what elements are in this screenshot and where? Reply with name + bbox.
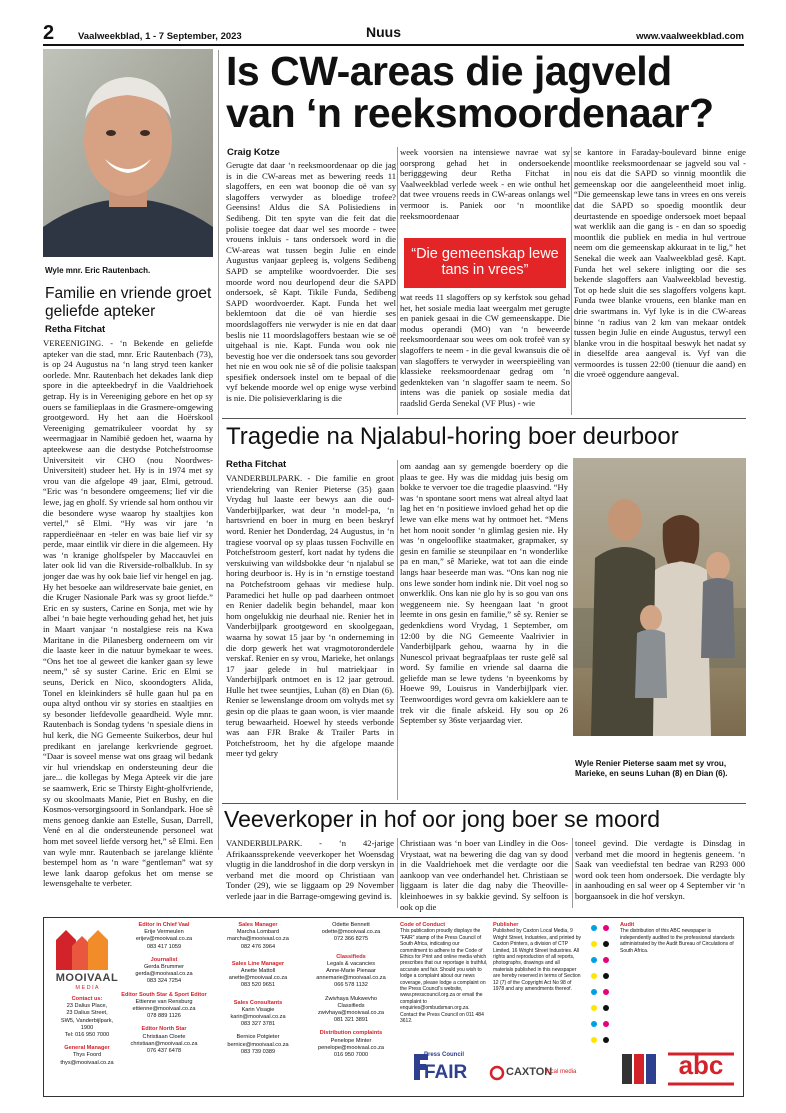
staff-line: Christiaan Cloete xyxy=(142,1033,186,1040)
caxton-label: CAXTON xyxy=(506,1066,553,1078)
tragedy-bottom-rule xyxy=(222,803,746,804)
livestock-headline: Veeverkoper in hof oor jong boer se moord xyxy=(224,806,660,832)
main-col3: se kantore in Faraday-boulevard binne enige moontlike reeksmoordenaar se jagveld sou val - nou eis dat die SAPD so vinnig moontlik die gemeenskap oor die aangeleentheid moet inlig. “Die gemeenskap lewe tans in vrees en ons vereis dat die SAPD so spoedig moontlik deur deurtastende en spoedige ondersoek moet bepaal wat werklik aan die gang is - en dan so spoedig moontlik die publiek en media in hul vertroue neem om die gemeenskap akkuraat in te lig,” het Senekal die week aan Vaalweekblad gesê. Kapt. Funda het wel sekere inligting oor die ses bekende slagoffers aan Vaalweekblad bevestig. Tot op hede sluit die ses slagoffers volgens kapt. Funda twee blanke vrouens, een blanke man en drie swartmans in. Vyf lyke is in die CW-areas binne ‘n radius van 2 km van mekaar ontdek tussen begin Julie en einde Augustus, terwyl een blanke vrou in die hospitaal beswyk het nadat sy in dieselfde area aangeval is. Vyf van die vermoordes is tussen 22:00 (tienuur die aand) en die vroeë oggendure aangeval. xyxy=(574,147,746,380)
colour-registration-marks xyxy=(588,922,614,1052)
staff-line: ettienne@mooivaal.co.za xyxy=(132,1006,196,1013)
tragedy-col1: VANDERBIJLPARK. - Die familie en groot vriendekring van Renier Pieterse (35) gaan Vrydag hul laaste eer bewys aan die oud-Vanderbijlparker, wat deur ‘n model-pa, ‘n hartsvriend en boer in murg en been beskryf word. Renier het Donderdag, 24 Augustus, in ‘n tragiese voorval op sy plaas tussen Fochville en Potchefstroom gesterf, kort nadat hy tydens die verskuiwing van wildsbokke deur ‘n njalabul se horing deurboor is. Hy is in ‘n ernstige toestand na Potchefstroom gehaas vir mediese hulp. Paramedici het hulle op pad daarheen ontmoet en Renier dadelik begin behandel, maar kon hom ongelukkig nie deurhaal nie. Renier het in Vanderbijlpark grootgeword en skoolgegaan, waarna hy sowat 15 jaar by ‘n onderneming in die dorp gewerk het wat vragmotoronderdele verskaf. Renier en sy vrou, Marieke, het onlangs 17 jaar gelede in hul matriekjaar in Vanderbijlpark ontmoet en is 12 jaar getroud. Hulle het twee seuntjies, Luhan (8) en Dian (6). Renier se lewenslange droom om voltyds met sy gesin op die plaas te gaan woon, is vier maande terug bewaarheid. Hoewel hy steeds verbonde was aan FJR Brake & Trailer Parts in Potchefstroom, het hy die afgelope maande meer tyd gekry xyxy=(226,473,394,759)
audit-block xyxy=(620,922,738,954)
staff-line: Zwivhaya Mukwevho xyxy=(325,995,377,1002)
staff-line: christiaan@mooivaal.co.za xyxy=(130,1040,198,1047)
logo-name: MOOIVAAL xyxy=(55,972,119,984)
livestock-divider-2 xyxy=(572,838,573,908)
staff-line: 083 324 7254 xyxy=(146,978,182,985)
staff-column-1 xyxy=(118,922,210,1058)
tragedy-top-rule xyxy=(222,418,746,419)
gm-title: General Manager xyxy=(64,1045,110,1052)
staff-line: Penelope Minter xyxy=(330,1037,372,1044)
staff-line: 082 476 3964 xyxy=(240,943,276,950)
tragedy-headline: Tragedie na Njalabul-horing boer deurboor xyxy=(226,423,679,450)
caxton-logo-mark xyxy=(490,1066,504,1080)
staff-line: 078 889 1126 xyxy=(147,1013,181,1020)
main-divider-2 xyxy=(571,147,572,415)
staff-line: Ettienne van Rensburg xyxy=(135,998,193,1005)
staff-title: Sales Manager xyxy=(238,922,278,928)
main-byline: Craig Kotze xyxy=(227,147,280,158)
staff-title: Classifieds xyxy=(336,953,366,960)
staff-line: marcha@mooivaal.co.za xyxy=(227,936,289,943)
staff-line: 081 321 3891 xyxy=(333,1017,369,1024)
staff-line: 083 417 1059 xyxy=(146,943,182,950)
eric-photo-caption: Wyle mnr. Eric Rautenbach. xyxy=(45,266,151,275)
conduct-title: Code of Conduct xyxy=(400,922,446,928)
audit-text: The distribution of this ABC newspaper is independently audited to the professional standards administrated by the Audit Bureau of Circulations of South Africa. xyxy=(620,928,735,954)
staff-line: Bernice Potgieter xyxy=(236,1034,280,1041)
staff-title: Editor in Chief Vaal xyxy=(138,922,190,928)
side-column-divider xyxy=(218,50,219,850)
publisher-title: Publisher xyxy=(493,922,519,928)
main-col2-bottom: wat reeds 11 slagoffers op sy kerfstok sou gehad het, het sosiale media laat weergalm met gerugte en paniek gesaai in die CW gemeenskappe. Die modus operandi (MO) van ‘n beweerde reeksmoordenaar sou wees om ook trofeë van sy slagoffers te neem - in die geval kwansuis die oë van slagoffers te verwyder in weerspieëling van klassieke reeksmoordenaar gedrag om ‘n gedenkteken van ‘n slagoffer saam te neem. So intens was die paniek op sosiale media dat raadslid Gerda Senekal (VF Plus) - wie xyxy=(400,292,570,408)
staff-line: 072 366 8275 xyxy=(333,936,369,943)
staff-line: 066 578 1132 xyxy=(334,982,368,989)
main-col1: Gerugte dat daar ‘n reeksmoordenaar op die jag is in die CW-areas met as bewering reeds 11 slagoffers, en een wat boonop die oë van sy slagoffers verwyder as bloedige trofee? Geensins! Aldus die SA Polisiediens in Sedibeng. Dit ten spyte van die feit dat die polisie toegee dat daar wel ses moorde - twee vrouens inkluis - tans ondersoek word in die CW-areas wat tussen begin Julie en einde Augustus vanjaar gepleeg is, volgens Sedibeng SAPD se amptelike woordvoerder. Die ses moorde word nou deurlopend deur die SAPD ondersoek, sê Kapt. Tikile Funda, Sedibeng SAPD woordvoerder. Kapt. Funda het wel beklemtoon dat die oë van hierdie ses moordslagoffers nie verwyder is nie en dat daar beslis nie 11 moordslagoffers bestaan wie se oë uitgehaal is nie. Kapt. Funda wou ook nie bevestig hoe ver die ondersoek tans sou gevorder het nie en wou ook nie sê of die polisie taakspan spesifiek ondersoek instel om te bepaal of die vyf bekende moorde wel op enige wyse verbind is nie. Die polisieverklaring is die xyxy=(226,160,396,404)
pull-quote xyxy=(404,238,566,288)
staff-title: Editor North Star xyxy=(141,1026,187,1033)
staff-line: Anne-Marie Pienaar xyxy=(326,968,376,975)
staff-title: Sales Line Manager xyxy=(231,960,285,967)
caxton-sub: local media xyxy=(546,1069,577,1075)
contact-title: Contact us: xyxy=(71,996,103,1002)
staff-title: Editor South Star & Sport Editor xyxy=(121,991,207,998)
contact-line: SW5, Vanderbijlpark, xyxy=(60,1017,114,1024)
abc-label: abc xyxy=(678,1050,724,1080)
pieterse-family-photo xyxy=(573,458,746,736)
staff-line: erijev@mooivaal.co.za xyxy=(135,936,193,943)
pull-quote-text: “Die gemeenskap lewe tans in vrees” xyxy=(411,246,559,278)
contact-line: Tel: 016 950 7000 xyxy=(64,1032,110,1039)
staff-line: Erije Vermeulen xyxy=(144,929,184,936)
staff-line: zwivhaya@mooivaal.co.za xyxy=(318,1010,384,1017)
main-divider-1 xyxy=(397,147,398,415)
gm-line: Thys Foord xyxy=(72,1052,102,1059)
website-url: www.vaalweekblad.com xyxy=(636,31,744,42)
staff-line: 016 950 7000 xyxy=(333,1052,369,1059)
publisher-text: Published by Caxton Local Media, 9 Wright Street, Industries, and printed by Caxton Printers, a division of CTP Limited, 16 Wright Street Industries. All rights and reproduction of all reports, photographs, drawings and all materials published in this newspaper are hereby reserved in terms of Section 12 (7) of the Copyright Act No 98 of 1978 and any amendments thereof. xyxy=(493,928,582,993)
main-headline: Is CW-areas die jagveld van ‘n reeksmoordenaar? xyxy=(226,48,714,136)
tragedy-divider xyxy=(397,460,398,800)
staff-line: odette@mooivaal.co.za xyxy=(321,929,381,936)
side-article-body: VEREENIGING. - ‘n Bekende en geliefde apteker van die stad, mnr. Eric Rautenbach (73), is op 24 Augustus na ‘n lang stryd teen kanker oorlede. Mnr. Rautenbach het dekades lank diep spore in die apteekbedryf in die Vaaldriehoek getrap. Hy is in Vereeniging gebore en het op sy ouers se familieplaas in die Grasmere-omgewing grootgeword. Hy het aan die Hoërskool Vereeniging gematrikuleer voordat hy sy weermagjaar in Namibië gedoen het, waarna hy apteekwese aan die destydse Potchefstroomse Universiteit vir CHO (nou Noordwes-Universiteit) studeer het. Hy is in 1974 met sy vrou van die afgelope 49 jaar, Elmi, getroud. “Eric was ‘n besondere omgeemens; lief vir die lewe, jag en gholf. Sy vriende sal hom onthou vir die besondere wyse waarop hy staaltjies kon vertel,” sê Elmi. “Hy was vir jare ‘n rapperdieënaar en -teler en was baie lief vir sy perde, maar eintlik vir diere in die algemeen. Hy was ‘n kranige gholfspeler by Maccauvlei en later ook lid van die Riverside-rolbalklub. In sy jonger dae was hy ook baie lief vir hengel en jag. Hy het besoeke aan wildreservate baie geniet, en die Kruger Nasionale Park was sy groot liefde.” Eric en sy susters, Carine en Sonja, met wie hy albei ‘n baie hegte verhouding gehad het, het juis in Maart vanjaar ‘n nostalgiese reis na Kwa Maritane in die Pilanesberg onderneem om vir die laaste keer in die natuur bymekaar te wees. “Ons het toe al geweet die kanker gaan sy lewe neem,” sê sy suster Carine. Eric en Elmi se seuns, Derick en Nico, skoondogters Alida, Tonel en kleinkinders sê hulle gaan hul pa en oupa altyd onthou vir sy stories en staaltjies en sy besonder liefdevolle geaardheid. Wyle mnr. Rautenbach is Sondag tydens ‘n spesiale diens in hul kerk, die NG Gemeente Suikerbos, deur hul predikant en jarelange kerkvriende gegroet. “Daar is soveel mense wat ons graag wil bedank vir hul vriendskap en ondersteuning deur die jare... die kollegas by Mega Apteek vir die jare se saamwerk, Eric se Thirsty Eight-gholfvriende, sy ou skoolmaats Manie, Piet en Bushy, en die Kosmos-versorgingsoord in Sonlandpark. Hoe sê mens genoeg dankie aan Estelle, Susan, Darrell, Vené en al die ondersteunende personeel wat hom met soveel liefde versorg het,” sê Elmi. Een van wyle mnr. Rautenbach se jarelange kliënte bestempel hom as ‘n ware “gentleman” wat sy lewe lank daarop gefokus het om mense se lewensgehalte te verbeter. xyxy=(43,338,213,889)
publication-date: Vaalweekblad, 1 - 7 September, 2023 xyxy=(78,31,242,42)
eric-rautenbach-photo xyxy=(43,49,213,257)
contact-line: 23 Dalius Place, xyxy=(66,1003,108,1010)
staff-line: 083 739 0389 xyxy=(240,1048,276,1055)
conduct-text: This publication proudly displays the “FAIR” stamp of the Press Council of South Africa, indicating our commitment to adhere to the Code of Ethics for Print and online media which prescribes that our reportage is truthful, accurate and fair. Should you wish to lodge a complaint about our news coverage, please lodge a complaint on the Press Council’s website, www.presscouncil.org.za or email the complaint to enquiries@ombudsman.org.za. Contact the Press Council on 011 484 3612. xyxy=(400,928,488,1025)
contact-line: 23 Dalius Street, xyxy=(66,1010,108,1017)
livestock-col2: Christiaan was ‘n boer van Lindley in die Oos-Vrystaat, wat na bewering die dag van sy dood in die Vaaldriehoek met die verdagte oor die aankoop van vee onderhandel het. Christiaan se liggaam is later die dag naby die Theoville-kleinhoewes in sy bakkie gevind. Sy selfoon is ook op die xyxy=(400,838,568,912)
staff-line: Legals & vacancies xyxy=(326,960,376,967)
staff-title: Journalist xyxy=(150,956,178,963)
staff-line: 083 520 9651 xyxy=(240,982,276,989)
staff-title: Distribution complaints xyxy=(319,1030,383,1037)
contact-line: 1900 xyxy=(80,1024,94,1031)
livestock-col3: toneel gevind. Die verdagte is Dinsdag in verband met die moord in hegtenis geneem. ‘n Saak van veediefstal ten bedrae van R293 000 word ook teen hom ondersoek. Die verdagte bly in aanhouding en sal weer op 4 September vir ‘n borgaansoek in die hof verskyn. xyxy=(575,838,745,901)
staff-line: penelope@mooivaal.co.za xyxy=(317,1044,384,1051)
logo-sub: M E D I A xyxy=(75,985,99,991)
main-col2-top: week voorsien na intensiewe navrae wat sy oorsprong gehad het in ondersoekende berigggewing deur Retha Fitchat in Vaalweekblad verlede week - en wie onthul het dat twee vrouens reeds in CW-areas onlangs wel vermoor is. Paniek oor ‘n moontlike reeksmoordenaar xyxy=(400,147,570,221)
staff-line: anette@mooivaal.co.za xyxy=(228,975,288,982)
side-byline: Retha Fitchat xyxy=(45,324,106,335)
staff-line: 076 437 6478 xyxy=(146,1048,182,1055)
family-photo-caption: Wyle Renier Pieterse saam met sy vrou, Marieke, en seuns Luhan (8) en Dian (6). xyxy=(575,759,728,778)
staff-title: Sales Consultants xyxy=(233,999,283,1006)
staff-line: Karin Visagie xyxy=(241,1006,275,1013)
code-of-conduct xyxy=(400,922,488,1025)
staff-line: Marcha Lombard xyxy=(236,929,280,936)
livestock-col1: VANDERBIJLPARK. - ‘n 42-jarige Afrikaanssprekende veeverkoper het Woensdag vlugtig in die landdroshof in die dorp verskyn in verband met die moord op Christiaan van Tonder (29), wie se liggaam op 29 November verlede jaar in die Barrage-omgewing gevind is. xyxy=(226,838,394,901)
section-label: Nuus xyxy=(366,24,401,40)
staff-line: Anette Mattoll xyxy=(240,968,276,975)
side-logo-strip xyxy=(620,1050,660,1088)
staff-line: annemarie@mooivaal.co.za xyxy=(316,975,386,982)
staff-column-2 xyxy=(212,922,304,1059)
contact-block xyxy=(47,996,127,1067)
staff-line: karin@mooivaal.co.za xyxy=(230,1014,286,1021)
audit-title: Audit xyxy=(620,922,635,928)
press-council-label: Press Council xyxy=(424,1052,465,1058)
staff-line: 083 327 3781 xyxy=(240,1021,276,1028)
publisher-block xyxy=(493,922,581,992)
header-rule xyxy=(43,44,744,46)
staff-line: Gerda Brummer xyxy=(143,964,185,971)
side-headline: Familie en vriende groet geliefde apteker xyxy=(45,285,212,320)
staff-line: Classifieds xyxy=(337,1002,365,1009)
staff-line: bernice@mooivaal.co.za xyxy=(227,1041,289,1048)
tragedy-col2: om aandag aan sy gemengde boerdery op die plaas te gee. Hy was die middag juis besig om bokke te vervoer toe die tragedie plaasvind. “Hy was ‘n spontane soort mens wat alreal altyd laat lag het en ‘n positiewe invloed gehad het op die lewe van elke mens wat hy ontmoet het. “Mens het hom nooit sonder ‘n glimlag gesien nie. Hy was ‘n ongelooflike staatmaker, grapmaker, sy gesin en familie se steunpilaar en ‘n wonderlike pa en man,” sê Marieke, wat tot aan die einde langs haar beseerde man was. “Ons kan nog nie ons lewe sonder hom indink nie. Dit voel nog so onwerklik. Ons kan nie glo hy is so gou van ons weggeneem nie. Sy heengaan laat ‘n groot leemte in ons gesin en familie,” sê sy. Renier se gedenkdiens word Vrydag, 1 September, om 12:00 by die NG Gemeente Vaalrivier in Vanderbijlpark gehou, waarna hy in die Nunescol privaat begraafplaas ter ruste gelê sal word. Sy familie en vriende sal daarna die geliefde man se lewe tydens ‘n byeenkoms by Hoewe 99, Louisrus in Vanderbijlpark vier. Teenwoordiges word gevra om kakieklere aan te trek vir die finale afskeid. Hy sou op 26 September sy 36ste verjaardag vier. xyxy=(400,461,568,726)
livestock-divider-1 xyxy=(397,838,398,908)
tragedy-byline: Retha Fitchat xyxy=(226,459,287,470)
staff-line: gerda@mooivaal.co.za xyxy=(135,971,193,978)
staff-line: Odette Bennett xyxy=(332,922,370,928)
fair-label: FAIR xyxy=(424,1062,468,1083)
page-number: 2 xyxy=(43,22,55,44)
staff-column-3 xyxy=(305,922,397,1062)
gm-line: thys@mooivaal.co.za xyxy=(60,1059,114,1066)
